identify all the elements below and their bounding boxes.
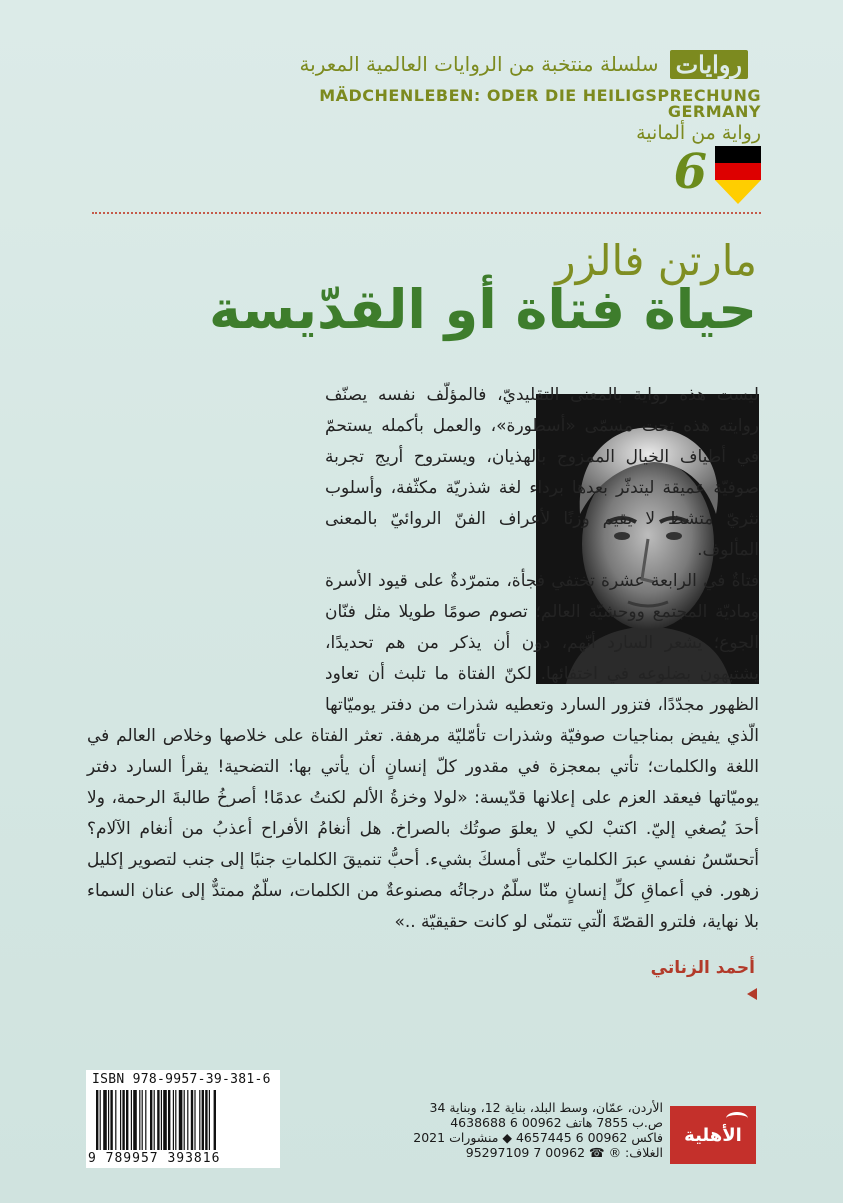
barcode-stripe	[184, 1090, 185, 1150]
barcode-stripe	[131, 1090, 132, 1150]
blurb-text	[87, 380, 759, 938]
publisher-line-4: الغلاف: ® ☎ 00962 7 95297109	[465, 1145, 663, 1160]
barcode-stripe	[115, 1090, 116, 1150]
barcode-stripe	[108, 1090, 109, 1150]
blurb-paragraph-2: فتاةٌ في الرابعة عشرة تختفي فجأة، متمرّدةٌ على قيود الأسرة وماديّة المجتمع ووحشيّة العالم؛ تصوم صومًا طويلا مثل فنّان الجوع؛ يشعر السارد أنّهم، دون أن يذكر من هم تحديدًا، يشتبهون بضلوعه في اختفائها. لكنّ الفتاة ما تلبث أن تعاود الظهور مجدّدًا، فتزور السارد وتعطيه شذرات من دفتر يوميّاتها الّذي يفيض بمناجيات صوفيّة وشذرات تأمّليّة مرهفة. تعثر الفتاة على خلاصها وخلاص العالم في اللغة والكلمات؛ تأتي بمعجزة في مقدور كلّ إنسانٍ أن يأتي بها: التضحية! يقرأ السارد دفتر يوميّاتها فيعقد العزم على إعلانها قدّيسة: «لولا وخزةُ الألم لكنتُ عدمًا! أصرخُ طالبةَ الرحمة، ولا أحدَ يُصغي إليّ. اكتبْ لكي لا يعلوَ صوتُك بالصراخ. هل أنغامُ الأفراح أعذبُ من أنغام الآلام؟ أتحسّسُ نفسي عبرَ الكلماتِ حتّى أمسكَ بشيء. أحبُّ تنميقَ الكلماتِ جنبًا إلى جنب لتصوير إكليل زهور. في أعماقِ كلِّ إنسانٍ منّا سلّمٌ درجاتُه مصنوعةٌ من الكلمات، سلّمٌ ممتدٌّ إلى عنان السماء بلا نهاية، فلترو القصّةَ الّتي تتمنّى لو كانت حقيقيّة ..»	[87, 571, 759, 932]
publisher-address	[333, 1100, 663, 1160]
barcode-stripe	[187, 1090, 188, 1150]
barcode-stripe	[202, 1090, 204, 1150]
original-title	[161, 88, 761, 120]
publisher-logo-text: الأهلية	[684, 1124, 742, 1146]
barcode-stripe	[163, 1090, 167, 1150]
barcode-stripe	[191, 1090, 193, 1150]
barcode-stripe	[110, 1090, 112, 1150]
barcode-stripe	[103, 1090, 107, 1150]
barcode-stripe	[199, 1090, 200, 1150]
author-name: مارتن فالزر	[555, 236, 757, 285]
publisher-line-2: ص.ب 7855 هاتف 00962 6 4638688	[450, 1115, 663, 1130]
barcode	[86, 1070, 280, 1168]
publisher-line-1: الأردن، عمّان، وسط البلد، بناية 12، وبناية 34	[429, 1100, 663, 1115]
series-number: 6	[673, 144, 707, 200]
barcode-stripe	[100, 1090, 101, 1150]
series-line: سلسلة منتخبة من الروايات العالمية المعربة	[299, 52, 659, 76]
barcode-stripe	[173, 1090, 174, 1150]
original-country: GERMANY	[667, 102, 761, 121]
publisher-line-3: فاكس 00962 6 4657445 ◆ منشورات 2021	[413, 1130, 663, 1145]
germany-flag-icon	[715, 146, 761, 204]
barcode-stripe	[175, 1090, 176, 1150]
barcode-stripe	[161, 1090, 162, 1150]
translator-name: أحمد الزناتي	[650, 958, 755, 978]
barcode-stripe	[145, 1090, 146, 1150]
barcode-stripe	[126, 1090, 128, 1150]
photo-spacer	[87, 390, 325, 694]
barcode-stripe	[157, 1090, 159, 1150]
barcode-stripe	[133, 1090, 137, 1150]
barcode-stripe	[96, 1090, 98, 1150]
barcode-stripe	[209, 1090, 210, 1150]
logo-swirl-icon	[726, 1112, 748, 1125]
barcode-stripe	[122, 1090, 124, 1150]
series-logo-text: روايات	[670, 50, 748, 79]
barcode-stripe	[179, 1090, 183, 1150]
barcode-bars	[96, 1090, 272, 1150]
blurb-paragraph-1: ليست هذه رواية بالمعنى التقليديّ، فالمؤلّف نفسه يصنّف روايته هذه تحت مسمّى «أسطورة»، والعمل بأكمله يستحمّ في أطياف الخيال الممزوج بالهذيان، ويستروح أريج تجربة صوفيّة عميقة ليتدثّر بعدها برداء لغة شذريّة مكثّفة، وأسلوب نثريّ متشظ لا يقيم وزنًا لأعراف الفنّ الروائيّ بالمعنى المألوف.	[325, 385, 759, 560]
arrow-left-icon	[747, 988, 757, 1000]
barcode-stripe	[150, 1090, 152, 1150]
series-header	[90, 44, 751, 84]
barcode-stripe	[194, 1090, 195, 1150]
barcode-stripe	[120, 1090, 121, 1150]
barcode-stripe	[168, 1090, 170, 1150]
barcode-stripe	[139, 1090, 140, 1150]
publisher-logo	[670, 1106, 756, 1164]
novel-origin: رواية من ألمانية	[636, 122, 761, 144]
original-title-text: MÄDCHENLEBEN: ODER DIE HEILIGSPRECHUNG	[319, 86, 761, 105]
book-title: حياة فتاة أو القدّيسة	[209, 278, 757, 341]
barcode-stripe	[214, 1090, 216, 1150]
barcode-stripe	[142, 1090, 143, 1150]
barcode-stripe	[154, 1090, 155, 1150]
series-number-block	[601, 144, 761, 204]
barcode-digits: 9 789957 393816	[88, 1151, 221, 1166]
barcode-stripe	[205, 1090, 207, 1150]
dotted-divider	[92, 212, 761, 214]
isbn-number: ISBN 978-9957-39-381-6	[92, 1072, 271, 1087]
series-logo	[667, 50, 751, 79]
